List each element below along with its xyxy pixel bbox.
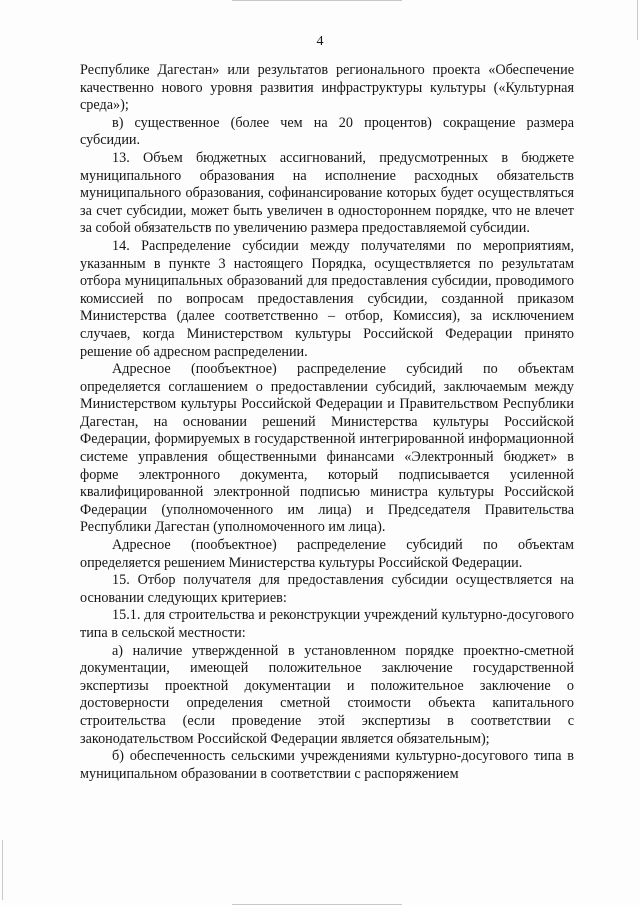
paragraph: б) обеспеченность сельскими учреждениями культурно-досугового типа в муниципальном образовании в соответствии с распоряжением <box>80 748 574 782</box>
page-number: 4 <box>316 34 324 49</box>
paragraph: Республике Дагестан» или результатов регионального проекта «Обеспечение качественно нового уровня развития инфраструктуры культуры («Культурная среда»); <box>80 62 574 114</box>
paragraph: 13. Объем бюджетных ассигнований, предусмотренных в бюджете муниципального образования на исполнение расходных обязательств муниципального образования, софинансирование которых будет осуществляться за счет субсидии, может быть увеличен в одностороннем порядке, что не влечет за собой обязательств по увеличению размера предоставляемой субсидии. <box>80 149 574 237</box>
paragraph: в) существенное (более чем на 20 процентов) сокращение размера субсидии. <box>80 114 574 149</box>
scan-edge-left <box>2 840 3 900</box>
paragraph: 15.1. для строительства и реконструкции учреждений культурно-досугового типа в сельской местности: <box>80 607 574 641</box>
paragraph: Адресное (пообъектное) распределение субсидий по объектам определяется решением Министерства культуры Российской Федерации. <box>80 537 574 571</box>
paragraph: Адресное (пообъектное) распределение субсидий по объектам определяется соглашением о предоставлении субсидий, заключаемым между Министерством культуры Российской Федерации и Правительством Республики Дагестан, на основании решений Министерства культуры Российской Федерации, формируемых в государственной интегрированной информационной системе управления общественными финансами «Электронный бюджет» в форме электронного документа, который подписывается усиленной квалифицированной электронной подписью министра культуры Российской Федерации (уполномоченного им лица) и Председателя Правительства Республики Дагестан (уполномоченного им лица). <box>80 361 574 536</box>
paragraph: 14. Распределение субсидии между получателями по мероприятиям, указанным в пункте 3 настоящего Порядка, осуществляется по результатам отбора муниципальных образований для предоставления субсидии, проводимого комиссией по вопросам предоставления субсидии, созданной приказом Министерства (далее соответственно – отбор, Комиссия), за исключением случаев, когда Министерством культуры Российской Федерации принято решение об адресном распределении. <box>80 237 574 360</box>
scan-edge-top <box>232 0 402 1</box>
paragraph: а) наличие утвержденной в установленном порядке проектно-сметной документации, имеющей положительное заключение государственной экспертизы проектной документации и положительное заключение о достоверности определения сметной стоимости объекта капитального строительства (если проведение этой экспертизы в соответствии с законодательством Российской Федерации является обязательным); <box>80 642 574 747</box>
document-body <box>80 62 574 783</box>
paragraph: 15. Отбор получателя для предоставления субсидии осуществляется на основании следующих критериев: <box>80 572 574 606</box>
